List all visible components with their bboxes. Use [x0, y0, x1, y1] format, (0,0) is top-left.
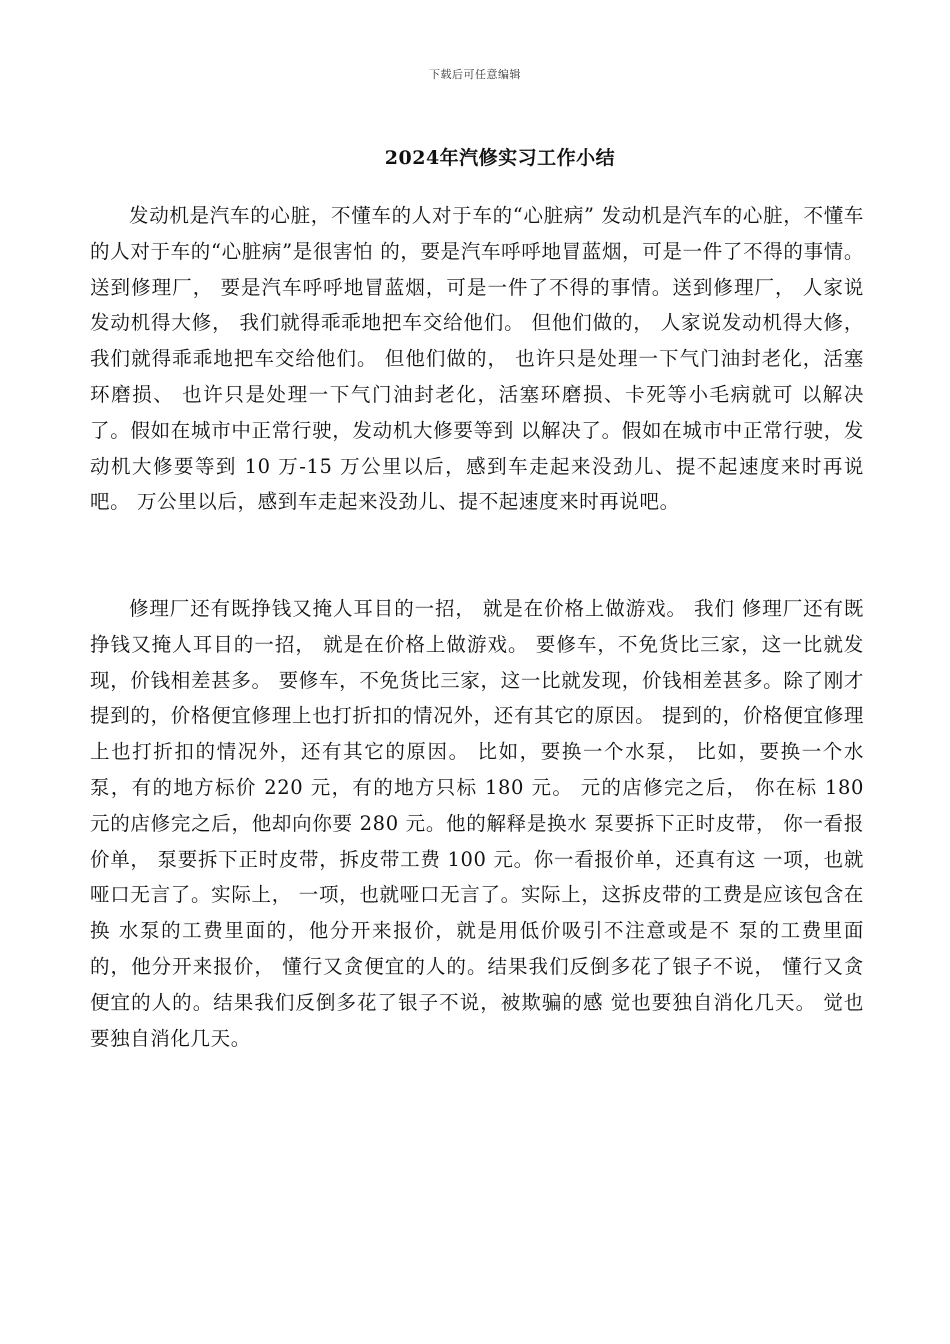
header-note: 下载后可任意编辑	[429, 68, 521, 81]
body-paragraph: 修理厂还有既挣钱又掩人耳目的一招， 就是在价格上做游戏。 我们 修理厂还有既挣钱又掩人耳目的一招， 就是在价格上做游戏。 要修车，不免货比三家，这一比就发现，价钱相差甚多。 要修车，不免货比三家，这一比就发现，价钱相差甚多。除了刚才 提到的，价格便宜修理上也打折扣的情况外，还有其它的原因。 提到的，价格便宜修理上也打折扣的情况外，还有其它的原因。 比如，要换一个水泵， 比如，要换一个水泵，有的地方标价 220 元，有的地方只标 180 元。 元的店修完之后， 你在标 180 元的店修完之后，他却向你要 280 元。他的解释是换水 泵要拆下正时皮带， 你一看报价单， 泵要拆下正时皮带，拆皮带工费 100 元。你一看报价单，还真有这 一项，也就哑口无言了。实际上， 一项，也就哑口无言了。实际上，这拆皮带的工费是应该包含在换 水泵的工费里面的，他分开来报价，就是用低价吸引不注意或是不 泵的工费里面的，他分开来报价， 懂行又贪便宜的人的。结果我们反倒多花了银子不说， 懂行又贪便宜的人的。结果我们反倒多花了银子不说，被欺骗的感 觉也要独自消化几天。 觉也要独自消化几天。	[90, 597, 864, 1050]
body-paragraph-1-block	[90, 198, 864, 520]
document-title: 2024年汽修实习工作小结	[384, 147, 616, 169]
body-paragraph-2-block	[90, 591, 864, 1056]
body-paragraph: 发动机是汽车的心脏，不懂车的人对于车的“心脏病” 发动机是汽车的心脏，不懂车的人对于车的“心脏病”是很害怕 的，要是汽车呼呼地冒蓝烟，可是一件了不得的事情。送到修理厂， 要是汽车呼呼地冒蓝烟，可是一件了不得的事情。送到修理厂， 人家说发动机得大修， 我们就得乖乖地把车交给他们。 但他们做的， 人家说发动机得大修， 我们就得乖乖地把车交给他们。 但他们做的， 也许只是处理一下气门油封老化，活塞环磨损、 也许只是处理一下气门油封老化，活塞环磨损、卡死等小毛病就可 以解决了。假如在城市中正常行驶，发动机大修要等到 以解决了。假如在城市中正常行驶，发动机大修要等到 10 万-15 万公里以后，感到车走起来没劲儿、提不起速度来时再说吧。 万公里以后，感到车走起来没劲儿、提不起速度来时再说吧。	[90, 204, 864, 514]
